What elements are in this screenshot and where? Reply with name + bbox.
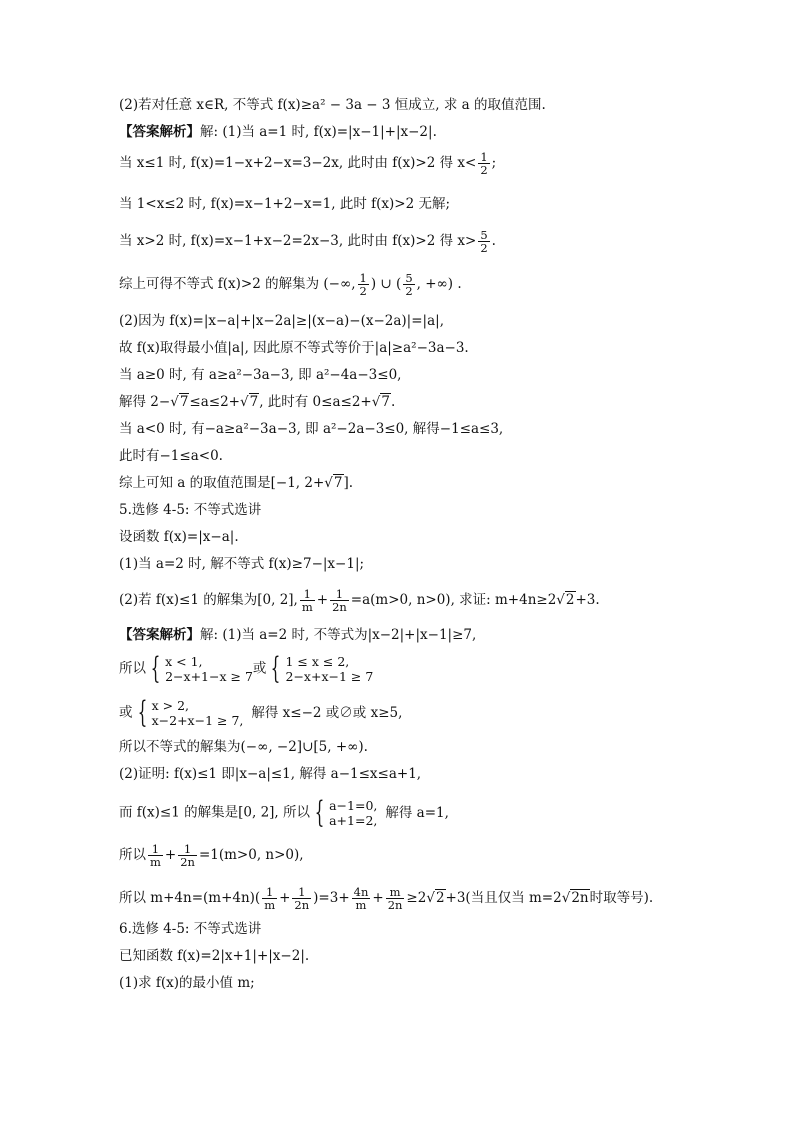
- problem-5-function: 设函数 f(x)=|x−a|.: [119, 529, 239, 545]
- case-a-lt-0: 当 a<0 时, 有−a≥a²−3a−3, 即 a²−2a−3≤0, 解得−1≤a≤3,: [119, 421, 504, 437]
- answer-5-intro: 【答案解析】解: (1)当 a=2 时, 不等式为|x−2|+|x−1|≥7,: [119, 627, 477, 643]
- problem-5-part-2: (2)若 f(x)≤1 的解集为[0, 2], $\frac{1}{m}$ + $\frac{1}{2n}$ =a(m>0, n>0), 求证: m+4n≥2√2+3.: [119, 587, 600, 614]
- proof-start: (2)证明: f(x)≤1 即|x−a|≤1, 解得 a−1≤x≤a+1,: [119, 766, 422, 782]
- fraction-one-half: $\frac{1}{2}$: [359, 271, 367, 298]
- problem-6-function: 已知函数 f(x)=2|x+1|+|x−2|.: [119, 948, 310, 964]
- case-x-gt-2: 当 x>2 时, f(x)=x−1+x−2=2x−3, 此时由 f(x)>2 得 x> $\frac{5}{2}$ .: [119, 228, 496, 255]
- problem-6-part-1: (1)求 f(x)的最小值 m;: [119, 975, 255, 991]
- constraint-eq-1: 所以 $\frac{1}{m}$ + $\frac{1}{2n}$ =1(m>0, n>0),: [119, 842, 304, 869]
- am-gm-inequality: 所以 m+4n=(m+4n)( $\frac{1}{m}$ + $\frac{1}{2n}$ )=3+ $\frac{4n}{m}$ + $\frac{m}{2n}$ ≥2√2+3(当且仅当 m=2√2n时取等号).: [119, 885, 654, 912]
- fraction-five-half: $\frac{5}{2}$: [480, 228, 488, 255]
- fraction-1-over-m: $\frac{1}{m}$: [150, 842, 161, 869]
- fraction-five-half: $\frac{5}{2}$: [405, 271, 413, 298]
- solution-set-5: 所以不等式的解集为(−∞, −2]∪[5, +∞).: [119, 739, 368, 755]
- problem-5-part-1: (1)当 a=2 时, 解不等式 f(x)≥7−|x−1|;: [119, 556, 365, 572]
- case-systems-1: 所以 { x < 1, 2−x+1−x ≥ 7或 { 1 ≤ x ≤ 2, 2−x+x−1 ≥ 7: [119, 651, 374, 686]
- problem-5-heading: 5.选修 4-5: 不等式选讲: [119, 502, 262, 518]
- part-2-because: (2)因为 f(x)=|x−a|+|x−2a|≥|(x−a)−(x−2a)|=|a|,: [119, 313, 444, 329]
- fraction-m-over-2n: $\frac{m}{2n}$: [387, 885, 403, 912]
- sqrt-seven: √7: [170, 394, 189, 410]
- fraction-one-half: $\frac{1}{2}$: [480, 150, 488, 177]
- sqrt-2n: √2n: [561, 890, 589, 906]
- answer-label: 【答案解析】: [119, 627, 200, 643]
- case-systems-2: 或 { x > 2, x−2+x−1 ≥ 7, 解得 x≤−2 或∅或 x≥5,: [119, 695, 403, 730]
- sqrt-seven: √7: [324, 475, 343, 491]
- solve-a-equals-1: 而 f(x)≤1 的解集是[0, 2], 所以 { a−1=0, a+1=2, 解得 a=1,: [119, 795, 449, 830]
- sqrt-seven: √7: [371, 394, 390, 410]
- fraction-1-over-2n: $\frac{1}{2n}$: [332, 587, 347, 614]
- system-4: a−1=0, a+1=2,: [329, 798, 378, 828]
- fraction-1-over-m: $\frac{1}{m}$: [264, 885, 276, 912]
- sqrt-two: √2: [426, 890, 445, 906]
- case-1-lt-x-le-2: 当 1<x≤2 时, f(x)=x−1+2−x=1, 此时 f(x)>2 无解;: [119, 196, 451, 212]
- answer-label: 【答案解析】: [119, 124, 200, 140]
- fraction-4n-over-m: $\frac{4n}{m}$: [353, 885, 369, 912]
- case-a-lt-0-result: 此时有−1≤a<0.: [119, 448, 223, 464]
- part-2-min-value: 故 f(x)取得最小值|a|, 因此原不等式等价于|a|≥a²−3a−3.: [119, 340, 469, 356]
- system-1: x < 1, 2−x+1−x ≥ 7: [165, 654, 253, 684]
- fraction-1-over-2n: $\frac{1}{2n}$: [180, 842, 195, 869]
- solution-set-summary: 综上可得不等式 f(x)>2 的解集为 (−∞, $\frac{1}{2}$ ) ∪ ( $\frac{5}{2}$ , +∞) .: [119, 271, 462, 298]
- system-2: 1 ≤ x ≤ 2, 2−x+x−1 ≥ 7: [285, 654, 374, 684]
- sqrt-two: √2: [556, 592, 575, 608]
- fraction-1-over-m: $\frac{1}{m}$: [301, 587, 313, 614]
- fraction-1-over-2n: $\frac{1}{2n}$: [294, 885, 310, 912]
- problem-6-heading: 6.选修 4-5: 不等式选讲: [119, 921, 262, 937]
- sqrt-seven: √7: [239, 394, 259, 410]
- solve-a-ge-0: 解得 2−√7≤a≤2+√7, 此时有 0≤a≤2+√7.: [119, 394, 396, 410]
- problem-4-part-2: (2)若对任意 x∈R, 不等式 f(x)≥a² − 3a − 3 恒成立, 求 a 的取值范围.: [119, 97, 546, 113]
- case-x-le-1: 当 x≤1 时, f(x)=1−x+2−x=3−2x, 此时由 f(x)>2 得 x< $\frac{1}{2}$ ;: [119, 150, 497, 177]
- range-of-a: 综上可知 a 的取值范围是[−1, 2+√7].: [119, 475, 354, 491]
- system-3: x > 2, x−2+x−1 ≥ 7,: [151, 698, 244, 728]
- answer-4-intro: 【答案解析】解: (1)当 a=1 时, f(x)=|x−1|+|x−2|.: [119, 124, 437, 140]
- case-a-ge-0: 当 a≥0 时, 有 a≥a²−3a−3, 即 a²−4a−3≤0,: [119, 367, 402, 383]
